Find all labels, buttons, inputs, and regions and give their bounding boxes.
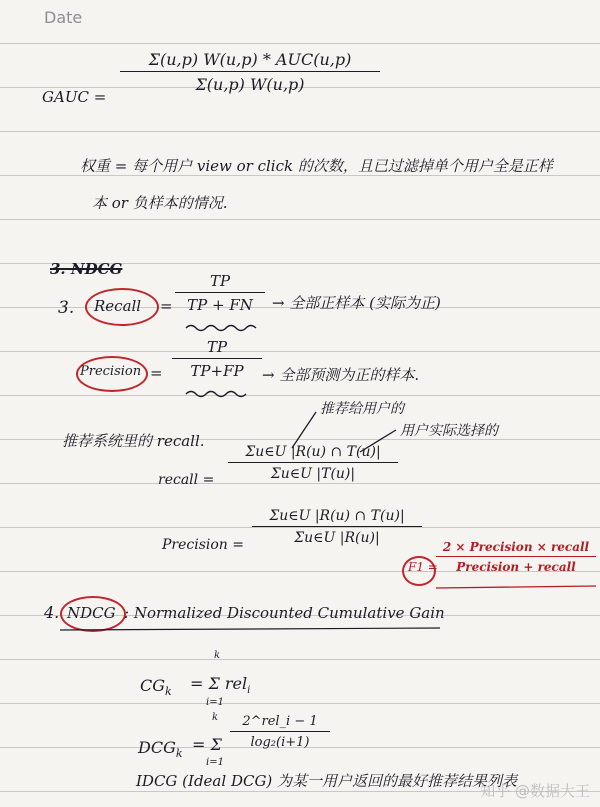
precision-equals: = [150,364,163,382]
rec-precision-lhs: Precision = [162,537,245,553]
gauc-denominator: Σ(u,p) W(u,p) [195,75,305,94]
precision-wavy-underline [186,392,246,397]
struck-heading: 3. NDCG [50,260,123,278]
watermark: 知乎 @数据大王 [480,782,590,800]
dcg-symbol: DCG [138,738,176,757]
dcg-sum-bottom: i=1 [206,757,224,768]
rec-recall-denominator: Σu∈U |T(u)| [270,466,356,482]
precision-numerator: TP [172,338,262,359]
recall-denominator: TP + FN [187,296,253,314]
rec-recall-lhs: recall = [158,472,215,488]
ndcg-fullname: : Normalized Discounted Cumulative Gain [124,604,445,622]
ndcg-underline [60,628,440,630]
arrow-recommended [292,412,316,448]
recall-label: Recall [94,297,142,315]
dcg-equals-sum: = Σ [192,735,222,754]
f1-label: F1 = [408,560,438,574]
ndcg-number: 4. [44,603,60,622]
note-recommended: 推荐给用户的 [320,401,404,417]
recall-equals: = [160,297,173,315]
cg-rel-subscript: i [247,685,251,697]
f1-numerator: 2 × Precision × recall [436,540,596,557]
dcg-subscript: k [175,747,183,761]
precision-denominator: TP+FP [190,362,244,380]
dcg-numerator: 2^rel_i − 1 [230,714,330,732]
dcg-sum-top: k [212,712,219,723]
dcg-denominator: log₂(i+1) [250,735,310,750]
f1-denominator: Precision + recall [456,560,576,574]
weight-note-line1: 权重 = 每个用户 view or click 的次数，且已过滤掉单个用户全是正样 [80,157,553,175]
rec-precision-denominator: Σu∈U |R(u)| [294,530,380,546]
arrow-actual [360,430,396,452]
precision-label: Precision [80,364,142,379]
note-actual: 用户实际选择的 [400,423,498,439]
ndcg-acronym: NDCG [67,604,116,622]
recall-number: 3. [58,298,75,318]
recall-arrow-note: → 全部正样本 (实际为正) [272,294,441,312]
recall-numerator: TP [175,272,265,293]
idcg-line: IDCG (Ideal DCG) 为某一用户返回的最好推荐结果列表 [136,772,518,790]
rec-recall-numerator: Σu∈U |R(u) ∩ T(u)| [228,444,398,463]
weight-note-line2: 本 or 负样本的情况. [92,194,228,212]
date-label: Date [44,8,83,27]
recall-wavy-underline [186,326,256,331]
gauc-numerator: Σ(u,p) W(u,p) * AUC(u,p) [120,50,380,72]
rec-precision-numerator: Σu∈U |R(u) ∩ T(u)| [252,508,422,527]
precision-arrow-note: → 全部预测为正的样本. [262,366,420,384]
cg-symbol: CG [140,676,166,695]
cg-sum-expression: = Σ rel [190,674,248,693]
f1-red-underline [436,586,596,588]
cg-sum-bottom: i=1 [206,697,224,708]
cg-subscript: k [165,685,172,699]
cg-sum-top: k [214,650,221,661]
rec-system-intro: 推荐系统里的 recall. [62,432,205,450]
gauc-lhs: GAUC = [42,88,107,106]
